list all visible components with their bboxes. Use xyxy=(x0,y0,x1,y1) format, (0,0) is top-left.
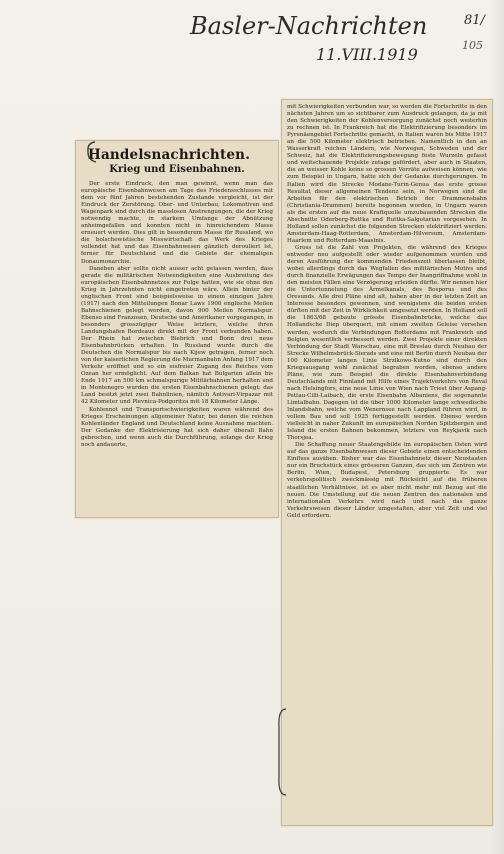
paragraph: Kohlennot und Transportschwierigkeiten waren während des Krieges Erscheinungen allgemeiner Natur, bei denen die reichen Kohlenländer England und Deutschland keine Ausnahme machten. Der Gedanke der Elektrisierung hat sich daher überall Bahn gebrochen, und wenn auch die Durchführung, solange der Krieg noch andauerte, xyxy=(81,406,273,448)
archive-mark-text: 81/ xyxy=(464,13,485,28)
margin-bracket-mark xyxy=(276,707,288,797)
paragraph: Gross ist die Zahl von Projekten, die während des Krieges entweder neu aufgestellt oder wieder aufgenommen wurden und deren Ausführung der kommenden Friedenszeit überlassen bleibt, wobei allerdings durch das Wegfallen des militärischen Motivs und durch finanzielle Erwägungen das Tempo der Inangriffnahme wohl in den meisten Fällen eine Verzögerung erleiden dürfte. Wir nennen hier die Untertunnelung des Ärmelkanals, des Bosporus und des Oresunds. Alle drei Pläne sind alt, haben aber in der letzten Zeit an Interesse besonders gewonnen, und wenigstens die beiden ersten dürften mit der Zeit in Wirklichkeit umgesetzt werden. In Holland soll die 1863/68 gebaute grösste Eisenbahnbrücke, welche das Hollandsche Diep überquert, mit einem zweiten Geleise versehen werden, wodurch die Verbindungen Rotterdams mit Frankreich und Belgien wesentlich verbessert werden. Zwei Projekte einer direkten Verbindung der Stadt Warschau, eine mit Breslau durch Neubau der Strecke Wilhelmsbrück-Sierads und eine mit Berlin durch Neubau der 100 Kilometer langen Linie Strzlkowo-Kutno sind durch den Kriegsausgang wohl zunächst begraben worden, ebenso andere Pläne, wie zum Beispiel die direkte Eisenbahnverbindung Deutschlands mit Finnland mit Hilfe eines Trajektverkehrs von Reval nach Helsingfors, eine neue Linie von Wien nach Triest über Aspang-Pettau-Cilli-Laibach, die erste Eisenbahn Albaniens, die sogenannte Limtalbahn. Dagegen ist die über 1000 Kilometer lange schwedische Inlandsbahn, welche vom Wenernsee nach Lappland führen wird, in vollem Bau und soll 1925 fertiggestellt werden. Ebenso werden vielleicht in naher Zukunft im europäischen Norden Spitzbergen und Island die ersten Bahnen bekommen, letztere von Reykjavik nach Thorsjea. xyxy=(287,244,487,442)
right-column-text xyxy=(282,100,492,520)
clipping-right-column xyxy=(281,99,493,826)
article-subtitle: Krieg und Eisenbahnen. xyxy=(109,164,245,175)
paragraph: mit Schwierigkeiten verbunden war, so werden die Fortschritte in den nächsten Jahren um so sichtbarer zum Ausdruck gelangen, da ja mit den Schwierigkeiten der Kohlenversorgung zunächst noch weiterhin zu rechnen ist. In Frankreich hat die Elektrifizierung besonders im Pyrenäengebiet Fortschritte gemacht, in Italien waren bis Mitte 1917 an die 500 Kilometer elektrisch betrieben. Namentlich in den an Wasserkraft reichen Ländern, wie Norwegen, Schweden und der Schweiz, hat die Elektrifizierungsbewegung feste Wurzeln gefasst und weitschauende Projekte zutage gefördert, aber auch in Staaten, die an weisser Kohle keine so grossen Vorräte aufweisen können, wie zum Beispiel in Ungarn, hatte sich der Gedanke durchgerungen. In Italien wird die Strecke Modane-Turin-Genua das erste grosse Resultat dieser allgemeinen Tendenz sein, in Norwegen sind die Arbeiten für den elektrischen Betrieb der Drammensbahn (Christiania-Drammen) bereits begonnen worden, in Ungarn waren als die ersten auf die neue Kraftquelle umzubauenden Strecken die Abschnitte Oderberg-Ruttka und Ruttka-Salgotarian vorgesehen. In Holland sollen zunächst die folgenden Strecken elektrifiziert werden: Amsterdam-Haag-Rotterdam, Amsterdam-Hilversum, Amsterdam-Haarlem und Rotterdam-Maaslnis. xyxy=(287,104,487,244)
pencil-bracket-mark xyxy=(84,140,98,164)
handwritten-title: Basler-Nachrichten xyxy=(190,12,428,40)
archive-mark-top xyxy=(462,8,496,30)
clipping-left-column xyxy=(75,140,279,518)
paragraph: Die Schaffung neuer Staatengebilde im europäischen Osten wird auf das ganze Eisenbahnwesen dieser Gebiete einen entscheidenden Einfluss ausüben. Bisher war das Eisenbahnnetz dieser Neustaaten nur ein Bruchstück eines grösseren Ganzen, das sich um Zentren wie Berlin, Wien, Budapest, Petersburg gruppierte. Es war verkehrspolitisch zweckmässig mit Rücksicht auf die früheren staatlichen Verhältnisse, ist es aber nicht mehr mit Bezug auf die neuen. Die Umstellung auf die neuen Zentren des nationalen und internationalen Verkehrs wird nach und nach das ganze Verkehrswesen dieser Länder umgestalten, aber viel Zeit und viel Geld erfordern. xyxy=(287,442,487,519)
left-column-text xyxy=(76,181,278,449)
handwritten-header xyxy=(188,8,438,68)
archive-number-mark xyxy=(460,36,494,54)
article-title: Handelsnachrichten. xyxy=(88,147,251,163)
handwritten-date: 11.VIII.1919 xyxy=(316,45,418,64)
archive-number-text: 105 xyxy=(462,39,483,52)
paragraph: Der erste Eindruck, den man gewinnt, wenn man das europäische Eisenbahnwesen am Tage des Friedensschlusses mit dem vor fünf Jahren bestehenden Zustande vergleicht, ist der Eindruck der Zerstörung. Ober- und Unterbau, Lokomotiven und Wagenpark sind durch die masslosen Anstrengungen, die der Krieg notwendig machte, in starkem Umfange der Abnützung anheimgefallen und konnten nicht in hinreichendem Masse erneuert werden. Dies gilt in besonderem Masse für Russland, wo die bolschewistische Misswirtschaft das Werk des Krieges vollendet hat und das Eisenbahnwesen gänzlich derouliert ist, ferner für Deutschland und die Gebiete der ehemaligen Donaumonarchie. xyxy=(81,181,273,265)
paragraph: Daneben aber sollte nicht ausser acht gelassen werden, dass gerade die militärischen Notwendigkeiten eine Ausbreitung des europäischen Eisenbahnnetzes zur Folge hatten, wie sie ohne den Krieg in Jahrzehnten nicht eingetreten wäre. Allein hinter der englischen Front sind beispielsweise in einem einzigen Jahre (1917) nach den Mitteilungen Bonar Laws 1900 englische Meilen Bahnschienen gelegt worden, davon 900 Meilen Normalspur. Ebenso sind Franzosen, Deutsche und Amerikaner vorgegangen, in besonders grosszügiger Weise letztere, welche ihren Landungshafen Bordeaux direkt mit der Front verbunden haben. Der Rhein hat zwischen Biebrich und Bonn drei neue Eisenbahnbrücken erhalten. In Russland wurde durch die Deutschen die Normalspur bis nach Kijew getragen, ferner noch von der kaiserlichen Regierung die Murmanbahn Anfang 1917 dem Verkehr eröffnet und so ein eisfreier Zugang des Reiches vom Ozean her ermöglicht. Auf dem Balkan hat Bulgarien allein bis Ende 1917 an 500 km schmalspurige Militärbahnen herhalten und in Montenegro wurden die ersten Eisenbahnschienen gelegt; das Land besitzt jetzt zwei Bahnlinien, nämlich Antivari-Virpazar mit 42 Kilometer und Plevnica-Podgoritza mit 18 Kilometer Länge. xyxy=(81,265,273,406)
